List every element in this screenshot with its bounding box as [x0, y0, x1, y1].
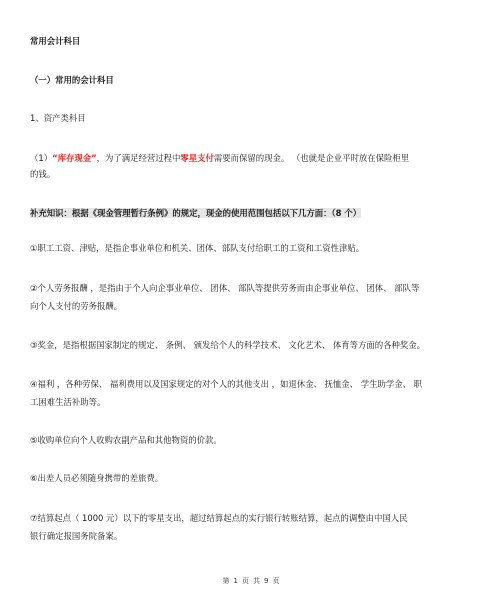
- point-3: ③奖金，是指根据国家制定的规定、 条例、 颁发给个人的科学技术、 文化艺术、 体育等方面的各种奖金。: [30, 340, 426, 350]
- item-1-line-2: 的钱。: [30, 169, 56, 179]
- item-1-line-1: [30, 150, 482, 166]
- petty-payment-term: 零星支付: [180, 153, 214, 163]
- point-2-line-1: ②个人劳务报酬 ，是指由于个人向企事业单位、 团体、 部队等提供劳务而由企事业单位、 团体、 部队等: [30, 283, 420, 293]
- point-2-line-2: 向个人支付的劳务报酬。: [30, 301, 123, 311]
- point-7-line-2: 银行确定报国务院备案。: [30, 531, 123, 541]
- point-4-line-2: 工困难生活补助等。: [30, 397, 106, 407]
- total-pages: 9: [264, 577, 269, 585]
- point-4-line-1: ④福利 ，各种劳保、 福利费用以及国家规定的对个人的其他支出 ，如退休金、 抚恤金、 学生助学金、 职: [30, 379, 422, 389]
- supplement-label: 补充知识：根据《现金管理暂行条例》的规定，现金的使用范围包括以下几方面：（8 个）: [30, 208, 362, 218]
- item-1-prefix: （1）: [30, 153, 53, 163]
- sub-heading: （一）常用的会计科目: [30, 75, 114, 85]
- supplement-line: [30, 205, 482, 221]
- main-heading: 常用会计科目: [30, 36, 81, 46]
- point-6: ⑥出差人员必须随身携带的差旅费。: [30, 473, 164, 483]
- current-page-number: 1: [233, 577, 238, 585]
- item-1-text-a: ，为了满足经营过程中: [96, 153, 181, 163]
- page-footer: 第 1 页 共 9 页: [222, 577, 280, 585]
- item-1-text-b: 需要而保留的现金。 （也就是企业平时放在保险柜里: [213, 153, 410, 163]
- cash-term: “库存现金”: [52, 153, 97, 163]
- point-1: ①职工工资、津贴，是指企事业单位和机关、团体、部队支付给职工的工资和工资性津贴。: [30, 243, 365, 253]
- point-5: ⑤收购单位向个人收购农副产品和其他物资的价款。: [30, 435, 222, 445]
- point-7-line-1: ⑦结算起点（ 1000 元）以下的零星支出，超过结算起点的实行银行转账结算，起点的调整由中国人民: [30, 513, 408, 523]
- section-heading: 1、资产类科目: [30, 113, 86, 123]
